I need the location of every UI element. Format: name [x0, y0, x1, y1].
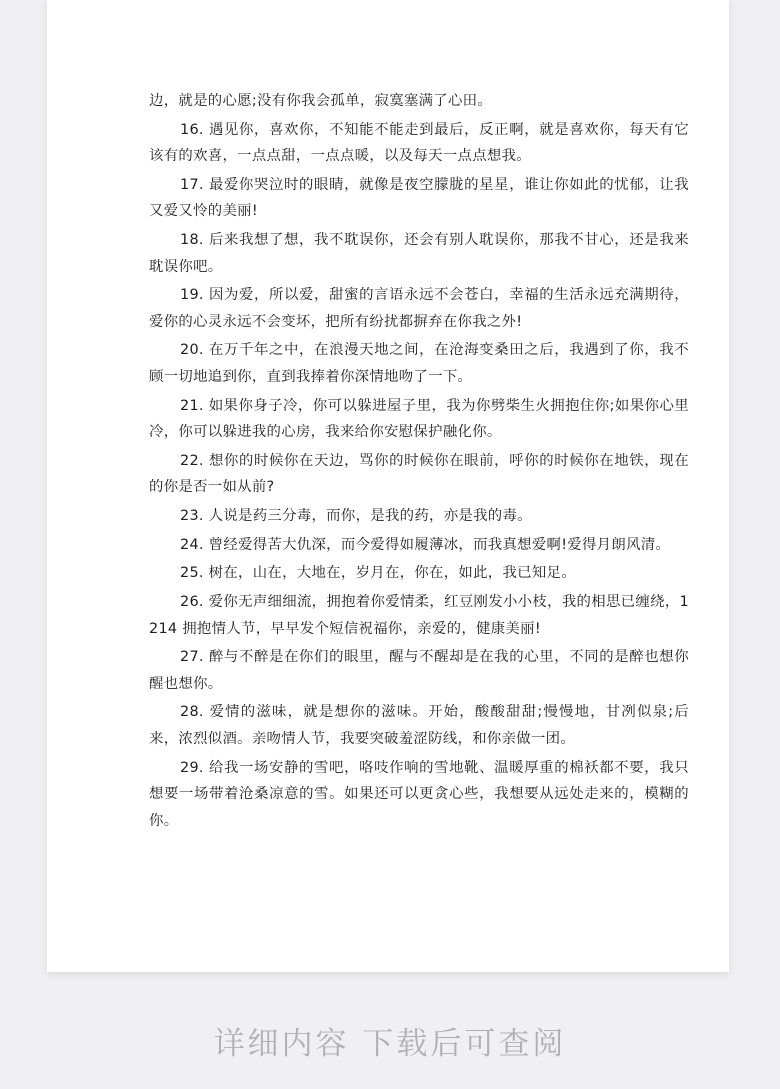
paragraph: 16. 遇见你，喜欢你，不知能不能走到最后，反正啊，就是喜欢你，每天有它该有的欢喜，一点点甜，一点点暖，以及每天一点点想我。: [149, 121, 689, 165]
paragraph: 29. 给我一场安静的雪吧，咯吱作响的雪地靴、温暖厚重的棉袄都不要，我只想要一场带着沧桑凉意的雪。如果还可以更贪心些，我想要从远处走来的，模糊的你。: [149, 759, 689, 829]
paragraph: 25. 树在，山在，大地在，岁月在，你在，如此，我已知足。: [180, 565, 576, 582]
paragraph: 22. 想你的时候你在天边，骂你的时候你在眼前，呼你的时候你在地铁，现在的你是否一如从前?: [149, 452, 689, 496]
paragraph: 24. 曾经爱得苦大仇深，而今爱得如履薄冰，而我真想爱啊!爱得月朗风清。: [180, 536, 671, 553]
paragraph: 23. 人说是药三分毒，而你，是我的药，亦是我的毒。: [180, 508, 532, 524]
paragraph: 20. 在万千年之中，在浪漫天地之间，在沧海变桑田之后，我遇到了你，我不顾一切地追到你，直到我捧着你深情地吻了一下。: [149, 342, 689, 385]
document-body: [149, 88, 689, 836]
download-hint-text: 详细内容 下载后可查阅: [213, 1026, 567, 1062]
paragraph: 17. 最爱你哭泣时的眼睛，就像是夜空朦胧的星星，谁让你如此的忧郁，让我又爱又怜的美丽!: [149, 176, 689, 220]
paragraph: 19. 因为爱，所以爱，甜蜜的言语永远不会苍白，幸福的生活永远充满期待，爱你的心灵永远不会变坏，把所有纷扰都摒弃在你我之外!: [149, 287, 689, 330]
paragraph: 21. 如果你身子冷，你可以躲进屋子里，我为你劈柴生火拥抱住你;如果你心里冷，你可以躲进我的心房，我来给你安慰保护融化你。: [149, 397, 689, 441]
document-page: [47, 0, 729, 972]
paragraph: 边，就是的心愿;没有你我会孤单，寂寞塞满了心田。: [149, 93, 493, 109]
paragraph: 26. 爱你无声细细流，拥抱着你爱情柔，红豆刚发小小枝，我的相思已缠绕，1214 拥抱情人节，早早发个短信祝福你，亲爱的，健康美丽!: [149, 594, 689, 637]
paragraph: 18. 后来我想了想，我不耽误你，还会有别人耽误你，那我不甘心，还是我来耽误你吧。: [149, 232, 689, 275]
paragraph: 27. 醉与不醉是在你们的眼里，醒与不醒却是在我的心里，不同的是醉也想你醒也想你。: [149, 649, 689, 692]
paragraph: 28. 爱情的滋味，就是想你的滋味。开始，酸酸甜甜;慢慢地，甘冽似泉;后来，浓烈似酒。亲吻情人节，我要突破羞涩防线，和你亲做一团。: [149, 704, 689, 747]
